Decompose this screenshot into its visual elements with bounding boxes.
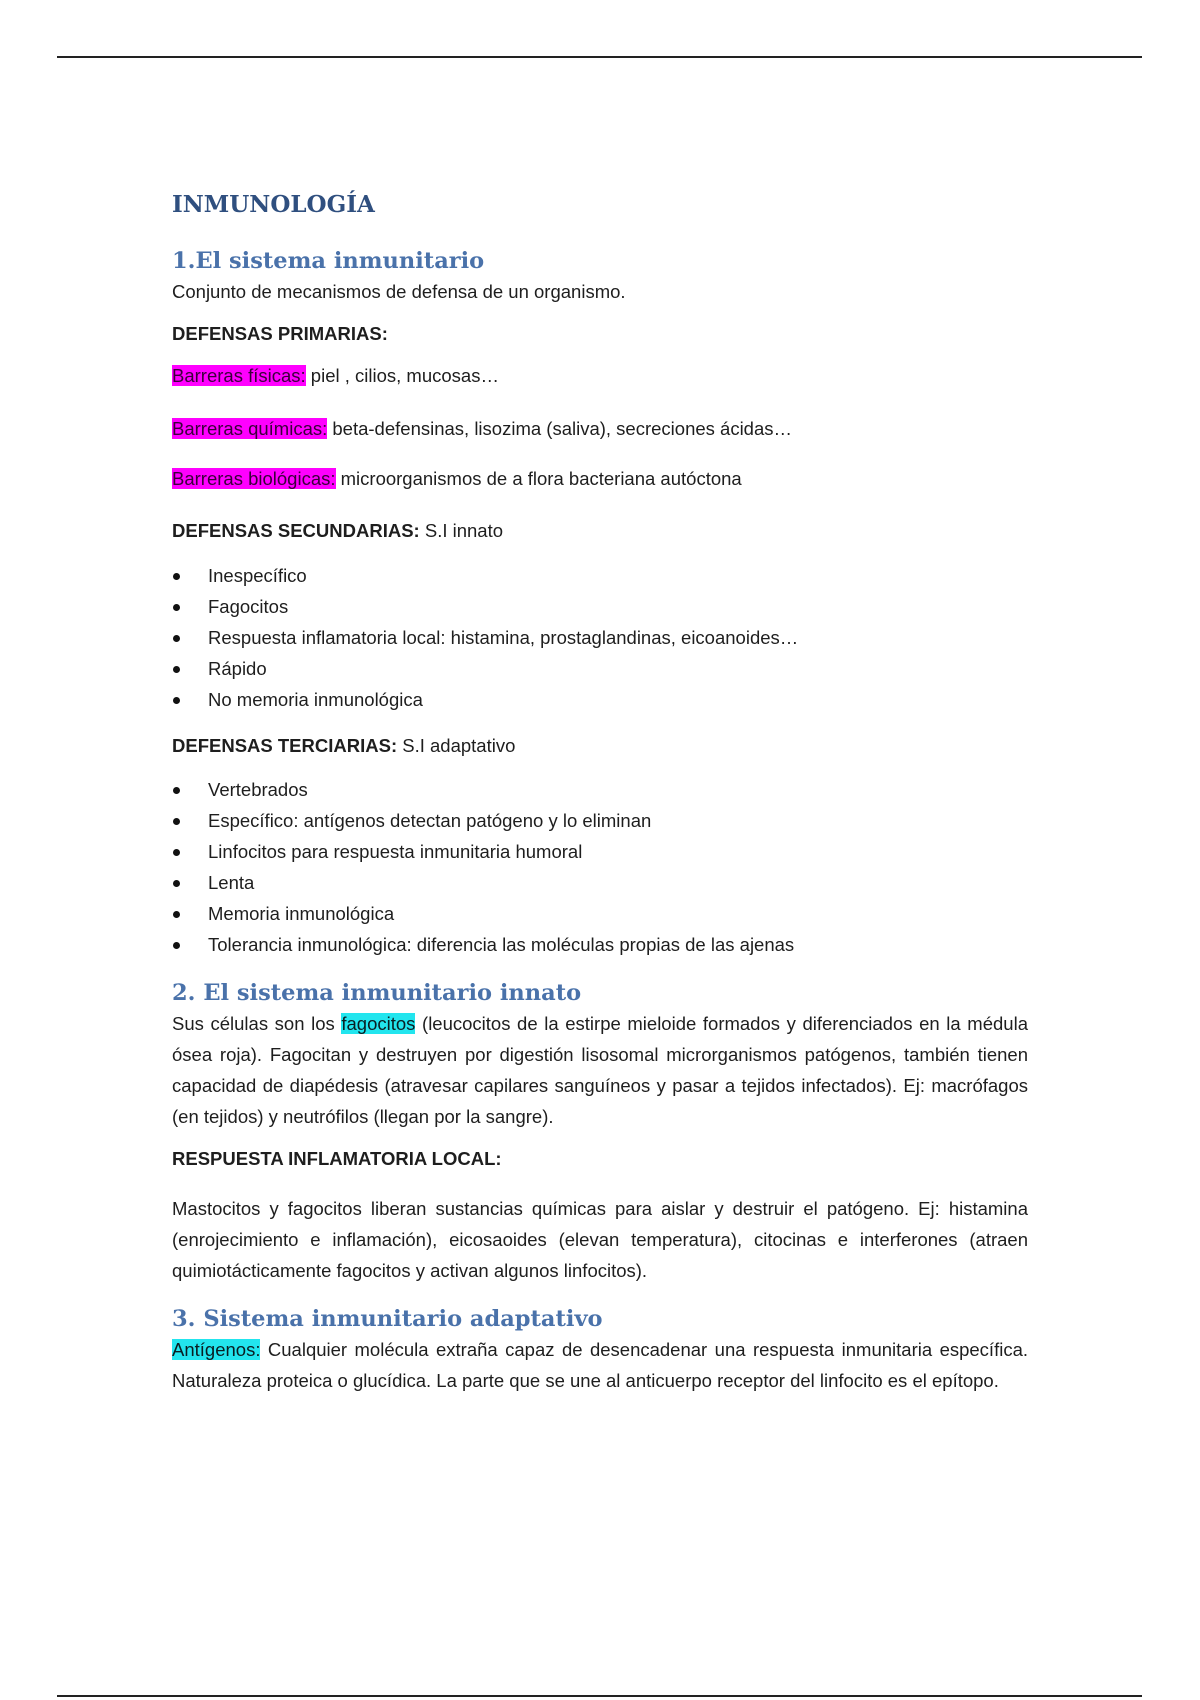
top-rule	[57, 56, 1142, 58]
list-item: No memoria inmunológica	[172, 684, 1028, 715]
list-item: Vertebrados	[172, 774, 1028, 805]
primary-defense-item	[172, 360, 1028, 391]
section-3-term: Antígenos:	[172, 1339, 261, 1360]
list-item: Tolerancia inmunológica: diferencia las moléculas propias de las ajenas	[172, 929, 1028, 960]
section-1-heading: 1.El sistema inmunitario	[172, 248, 485, 274]
tertiary-defenses-heading	[172, 730, 1028, 761]
primary-defense-item	[172, 413, 1028, 444]
primary-defense-item	[172, 463, 1028, 494]
section-3-paragraph	[172, 1334, 1028, 1396]
section-2-text-start: Sus células son los	[172, 1013, 342, 1034]
primary-defense-text: microorganismos de a flora bacteriana autóctona	[335, 468, 742, 489]
tertiary-defenses-suffix: S.I adaptativo	[397, 735, 516, 756]
list-item: Inespecífico	[172, 560, 1028, 591]
primary-defense-term: Barreras biológicas:	[172, 468, 336, 489]
secondary-defenses-label: DEFENSAS SECUNDARIAS:	[172, 520, 420, 541]
primary-defense-text: piel , cilios, mucosas…	[305, 365, 499, 386]
list-item: Rápido	[172, 653, 1028, 684]
primary-defense-term: Barreras químicas:	[172, 418, 328, 439]
secondary-defenses-heading	[172, 515, 1028, 546]
list-item: Linfocitos para respuesta inmunitaria humoral	[172, 836, 1028, 867]
list-item: Memoria inmunológica	[172, 898, 1028, 929]
section-2-paragraph	[172, 1008, 1028, 1132]
secondary-defenses-list	[172, 560, 1028, 715]
section-2-heading: 2. El sistema inmunitario innato	[172, 980, 582, 1006]
list-item: Respuesta inflamatoria local: histamina, prostaglandinas, eicoanoides…	[172, 622, 1028, 653]
primary-defenses-label: DEFENSAS PRIMARIAS:	[172, 323, 388, 344]
tertiary-defenses-list	[172, 774, 1028, 960]
inflammatory-response-label: RESPUESTA INFLAMATORIA LOCAL:	[172, 1148, 502, 1169]
primary-defense-term: Barreras físicas:	[172, 365, 306, 386]
inflammatory-response-text: Mastocitos y fagocitos liberan sustancias químicas para aislar y destruir el patógeno. Ej: histamina (enrojecimiento e inflamación), eicosaoides (elevan temperatura), citocinas e interferones (atraen quimiotácticamente fagocitos y activan algunos linfocitos).	[172, 1198, 1028, 1281]
primary-defense-text: beta-defensinas, lisozima (saliva), secreciones ácidas…	[327, 418, 793, 439]
list-item: Lenta	[172, 867, 1028, 898]
list-item: Fagocitos	[172, 591, 1028, 622]
section-3-heading: 3. Sistema inmunitario adaptativo	[172, 1306, 603, 1332]
section-2-highlight: fagocitos	[341, 1013, 416, 1034]
section-2-text-rest: (leucocitos de la estirpe mieloide formados y diferenciados en la médula ósea roja). Fagocitan y destruyen por digestión lisosomal microrganismos patógenos, también tienen capacidad de diapédesis (atravesar capilares sanguíneos y pasar a tejidos infectados). Ej: macrófagos (en tejidos) y neutrófilos (llegan por la sangre).	[172, 1013, 1028, 1127]
document-body	[172, 190, 1028, 1396]
tertiary-defenses-label: DEFENSAS TERCIARIAS:	[172, 735, 398, 756]
section-1-intro: Conjunto de mecanismos de defensa de un organismo.	[172, 281, 626, 302]
secondary-defenses-suffix: S.I innato	[419, 520, 504, 541]
section-3-text: Cualquier molécula extraña capaz de desencadenar una respuesta inmunitaria específica. Naturaleza proteica o glucídica. La parte que se une al anticuerpo receptor del linfocito es el epítopo.	[172, 1339, 1028, 1391]
list-item: Específico: antígenos detectan patógeno y lo eliminan	[172, 805, 1028, 836]
bottom-rule	[57, 1695, 1142, 1697]
document-title: INMUNOLOGÍA	[172, 191, 375, 218]
